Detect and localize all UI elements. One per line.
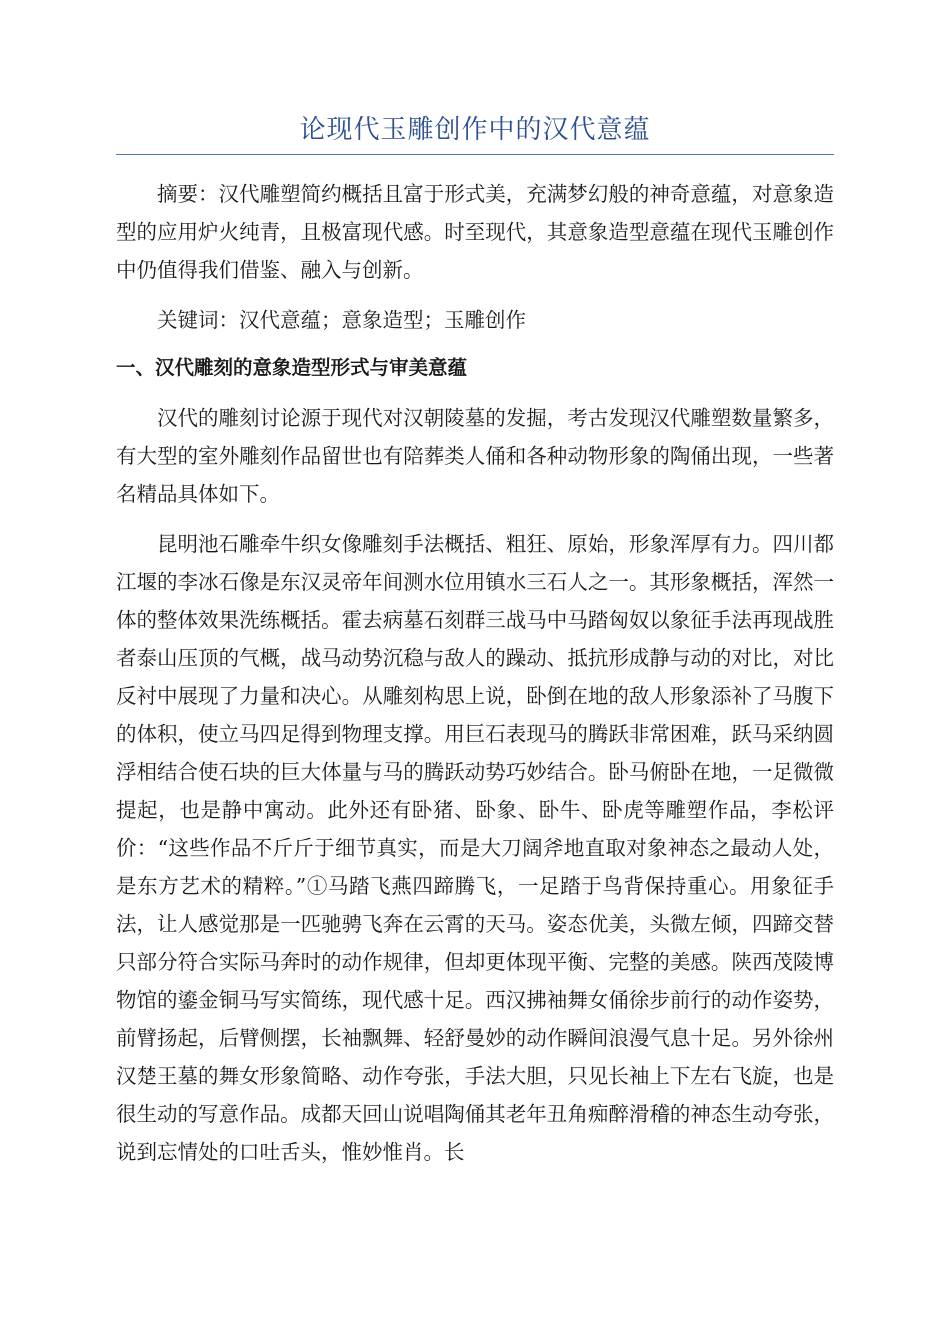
title-underline: [116, 154, 834, 155]
abstract-paragraph: 摘要：汉代雕塑简约概括且富于形式美，充满梦幻般的神奇意蕴，对意象造型的应用炉火纯青，且极富现代感。时至现代，其意象造型意蕴在现代玉雕创作中仍值得我们借鉴、融入与创新。: [116, 182, 834, 282]
keywords-line: 关键词：汉代意蕴；意象造型；玉雕创作: [157, 308, 526, 332]
document-title: 论现代玉雕创作中的汉代意蕴: [299, 115, 651, 145]
document-page: [116, 110, 834, 1183]
body-paragraph-1: 汉代的雕刻讨论源于现代对汉朝陵墓的发掘，考古发现汉代雕塑数量繁多，有大型的室外雕刻作品留世也有陪葬类人俑和各种动物形象的陶俑出现，一些著名精品具体如下。: [116, 406, 834, 506]
body-paragraph-2: 昆明池石雕牵牛织女像雕刻手法概括、粗狂、原始，形象浑厚有力。四川都江堰的李冰石像是东汉灵帝年间测水位用镇水三石人之一。其形象概括，浑然一体的整体效果洗练概括。霍去病墓石刻群三战马中马踏匈奴以象征手法再现战胜者泰山压顶的气概，战马动势沉稳与敌人的躁动、抵抗形成静与动的对比，对比反衬中展现了力量和决心。从雕刻构思上说，卧倒在地的敌人形象添补了马腹下的体积，使立马四足得到物理支撑。用巨石表现马的腾跃非常困难，跃马采纳圆浮相结合使石块的巨大体量与马的腾跃动势巧妙结合。卧马俯卧在地，一足微微提起，也是静中寓动。此外还有卧猪、卧象、卧牛、卧虎等雕塑作品，李松评价：“这些作品不斤斤于细节真实，而是大刀阔斧地直取对象神态之最动人处，是东方艺术的精粹。”①马踏飞燕四蹄腾飞，一足踏于鸟背保持重心。用象征手法，让人感觉那是一匹驰骋飞奔在云霄的天马。姿态优美，头微左倾，四蹄交替只部分符合实际马奔时的动作规律，但却更体现平衡、完整的美感。陕西茂陵博物馆的鎏金铜马写实简练，现代感十足。西汉拂袖舞女俑徐步前行的动作姿势，前臂扬起，后臂侧摆，长袖飘舞、轻舒曼妙的动作瞬间浪漫气息十足。另外徐州汉楚王墓的舞女形象简略、动作夸张，手法大胆，只见长袖上下左右飞旋，也是很生动的写意作品。成都天回山说唱陶俑其老年丑角痴醉滑稽的神态生动夸张，说到忘情处的口吐舌头，惟妙惟肖。长: [116, 532, 834, 1164]
section-heading: 一、汉代雕刻的意象造型形式与审美意蕴: [116, 356, 468, 379]
